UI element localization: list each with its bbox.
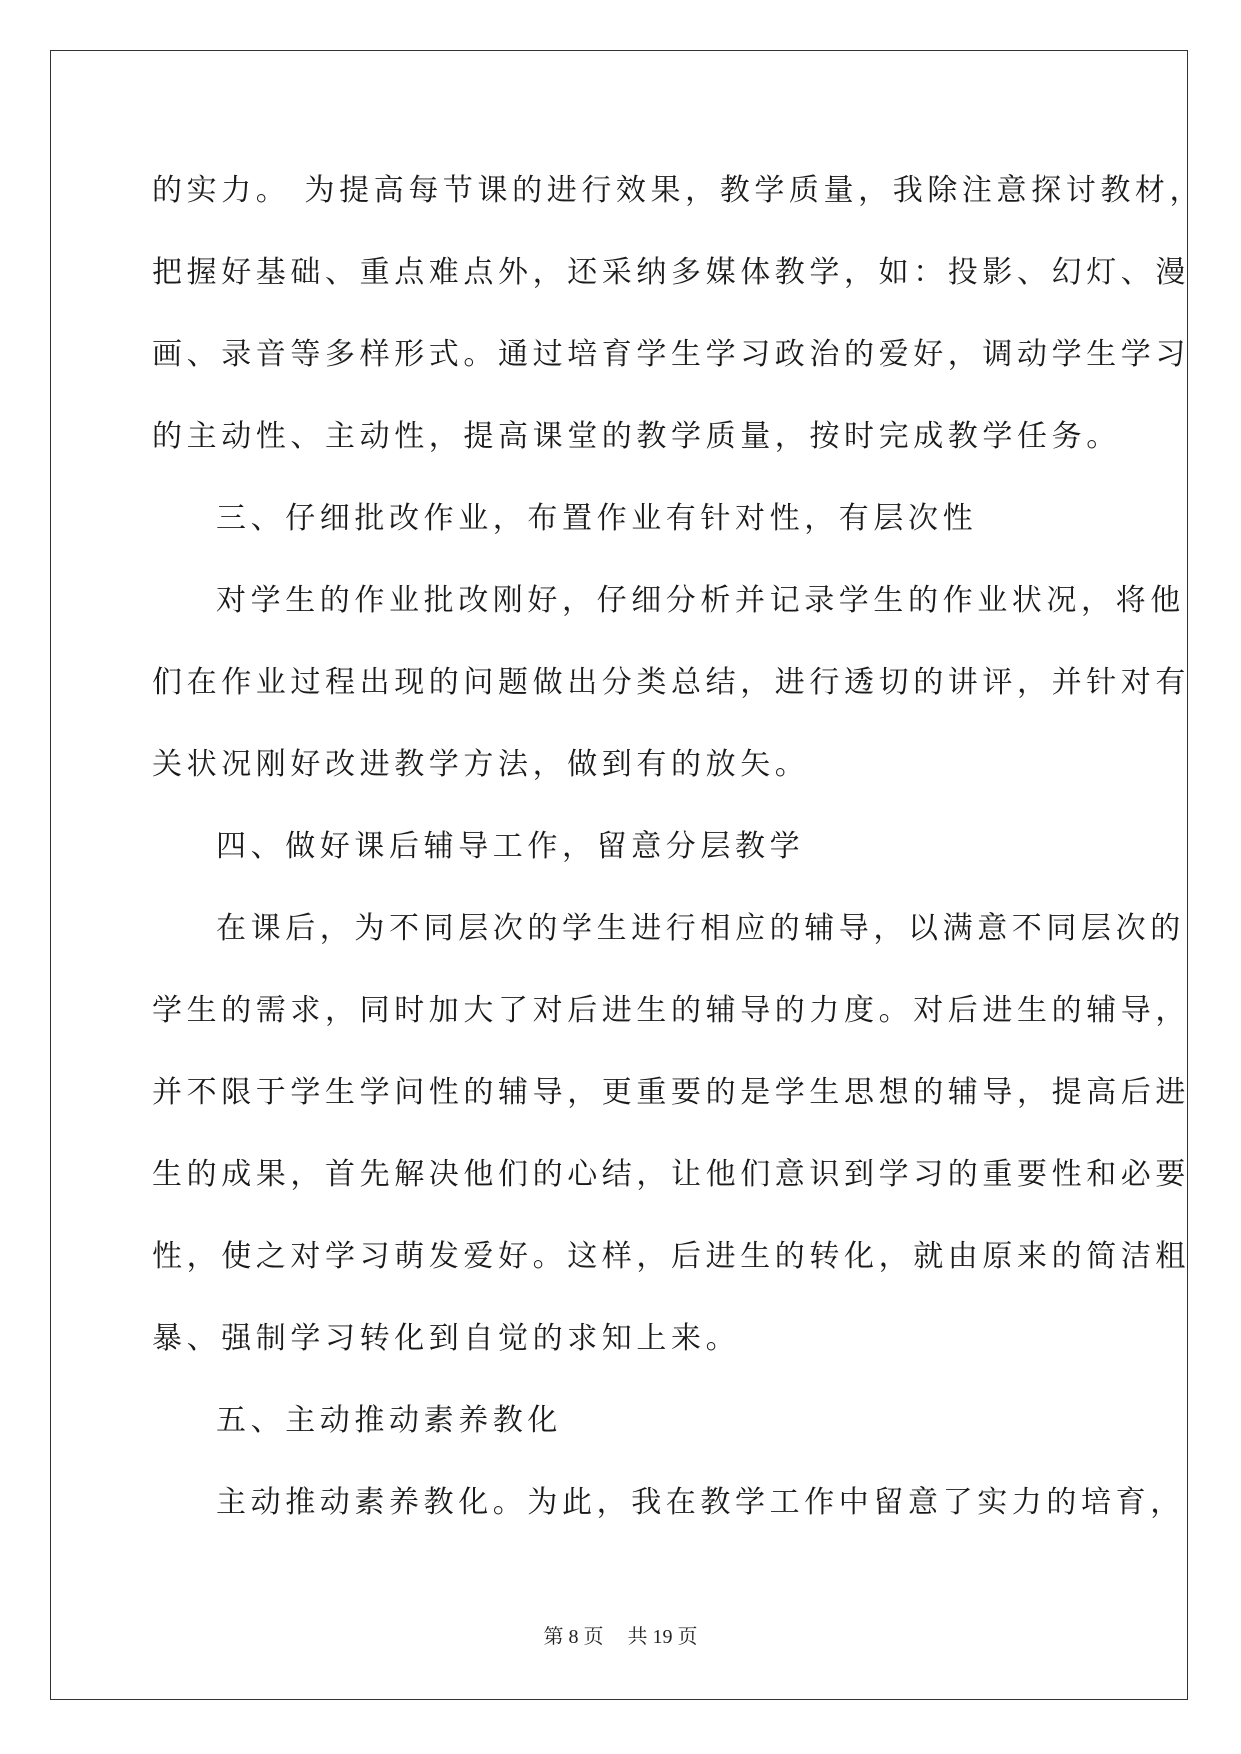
document-body bbox=[152, 160, 1205, 1554]
text-line: 四、做好课后辅导工作，留意分层教学 bbox=[216, 829, 805, 864]
text-line: 的实力。 为提高每节课的进行效果，教学质量，我除注意探讨教材， bbox=[152, 173, 1205, 208]
text-line: 主动推动素养教化。为此，我在教学工作中留意了实力的培育， bbox=[216, 1485, 1185, 1520]
text-line: 性，使之对学习萌发爱好。这样，后进生的转化，就由原来的简洁粗 bbox=[152, 1239, 1190, 1274]
text-line: 暴、强制学习转化到自觉的求知上来。 bbox=[152, 1321, 741, 1356]
page-total: 共 19 页 bbox=[627, 1626, 698, 1648]
text-line: 五、主动推动素养教化 bbox=[216, 1403, 562, 1438]
text-line: 把握好基础、重点难点外，还采纳多媒体教学，如：投影、幻灯、漫 bbox=[152, 255, 1190, 290]
text-line: 并不限于学生学问性的辅导，更重要的是学生思想的辅导，提高后进 bbox=[152, 1075, 1190, 1110]
text-line: 学生的需求，同时加大了对后进生的辅导的力度。对后进生的辅导， bbox=[152, 993, 1190, 1028]
text-line: 三、仔细批改作业，布置作业有针对性，有层次性 bbox=[216, 501, 978, 536]
text-line: 画、录音等多样形式。通过培育学生学习政治的爱好，调动学生学习 bbox=[152, 337, 1190, 372]
text-line: 的主动性、主动性，提高课堂的教学质量，按时完成教学任务。 bbox=[152, 419, 1121, 454]
text-line: 关状况刚好改进教学方法，做到有的放矢。 bbox=[152, 747, 810, 782]
page-number: 第 8 页 bbox=[543, 1626, 604, 1648]
page-footer bbox=[0, 1620, 1241, 1649]
text-line: 们在作业过程出现的问题做出分类总结，进行透切的讲评，并针对有 bbox=[152, 665, 1190, 700]
text-line: 在课后，为不同层次的学生进行相应的辅导，以满意不同层次的 bbox=[216, 911, 1185, 946]
text-line: 对学生的作业批改刚好，仔细分析并记录学生的作业状况，将他 bbox=[216, 583, 1185, 618]
text-line: 生的成果，首先解决他们的心结，让他们意识到学习的重要性和必要 bbox=[152, 1157, 1190, 1192]
